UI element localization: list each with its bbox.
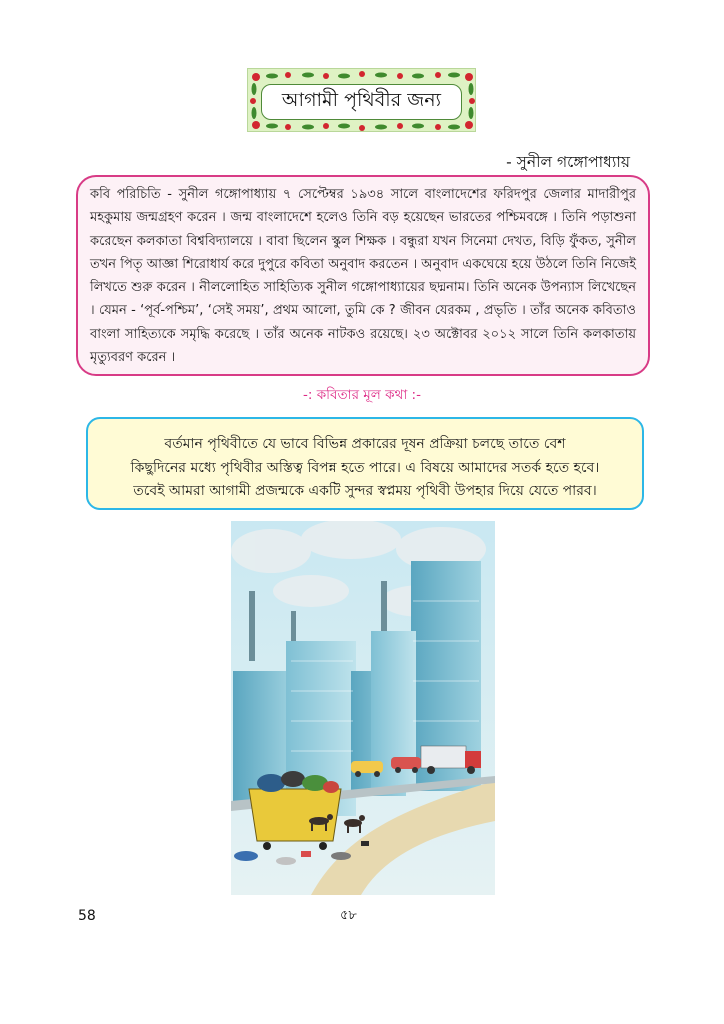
poet-intro-text: কবি পরিচিতি - সুনীল গঙ্গোপাধ্যায় ৭ সেপ্টেম্বর ১৯৩৪ সালে বাংলাদেশের ফরিদপুর জেলার মাদারীপুর মহকুমায় জন্মগ্রহণ করেন । জন্ম বাংলাদেশে হলেও তিনি বড় হয়েছেন ভারতের পশ্চিমবঙ্গে । তিনি পড়াশুনা করেছেন কলকাতা বিশ্ববিদ্যালয়ে । বাবা ছিলেন স্কুল শিক্ষক । বন্ধুরা যখন সিনেমা দেখত, বিড়ি ফুঁকত, সুনীল তখন পিতৃ আজ্ঞা শিরোধার্য করে দুপুরে কবিতা অনুবাদ করতেন । অনুবাদ একঘেয়ে হয়ে উঠলে তিনি নিজেই লিখতে শুরু করেন । নীললোহিত সাহিত্যিক সুনীল গঙ্গোপাধ্যায়ের ছদ্মনাম। তিনি অনেক উপন্যাস লিখেছেন । যেমন - ‘পূর্ব-পশ্চিম’, ‘সেই সময়’, প্রথম আলো, তুমি কে ? জীবন যেরকম , প্রভৃতি । তাঁর অনেক কবিতাও বাংলা সাহিত্যকে সমৃদ্ধি করেছে । তাঁর অনেক নাটকও রয়েছে। ২৩ অক্টোবর ২০১২ সালে তিনি কলকাতায় মৃত্যুবরণ করেন । xyxy=(90,187,636,366)
author-name: - সুনীল গঙ্গোপাধ্যায় xyxy=(506,153,630,171)
pollution-city-illustration xyxy=(231,521,495,895)
page-number-bengali: ৫৮ xyxy=(340,908,357,923)
title-frame xyxy=(247,68,476,132)
title-plate xyxy=(261,84,462,120)
theme-box xyxy=(86,417,644,510)
theme-line: তবেই আমরা আগামী প্রজন্মকে একটি সুন্দর স্বপ্নময় পৃথিবী উপহার দিয়ে যেতে পারব। xyxy=(133,483,597,499)
theme-line: বর্তমান পৃথিবীতে যে ভাবে বিভিন্ন প্রকারের দূষন প্রক্রিয়া চলছে তাতে বেশ xyxy=(164,436,566,452)
garbage-bin xyxy=(249,771,341,850)
page-number: 58 xyxy=(78,908,96,924)
page-title: আগামী পৃথিবীর জন্য xyxy=(281,89,442,111)
poet-intro-box xyxy=(76,175,650,376)
theme-heading: -: কবিতার মূল কথা :- xyxy=(303,387,421,403)
theme-line: কিছুদিনের মধ্যে পৃথিবীর অস্তিত্ব বিপন্ন হতে পারে। এ বিষয়ে আমাদের সতর্ক হতে হবে। xyxy=(130,459,600,476)
